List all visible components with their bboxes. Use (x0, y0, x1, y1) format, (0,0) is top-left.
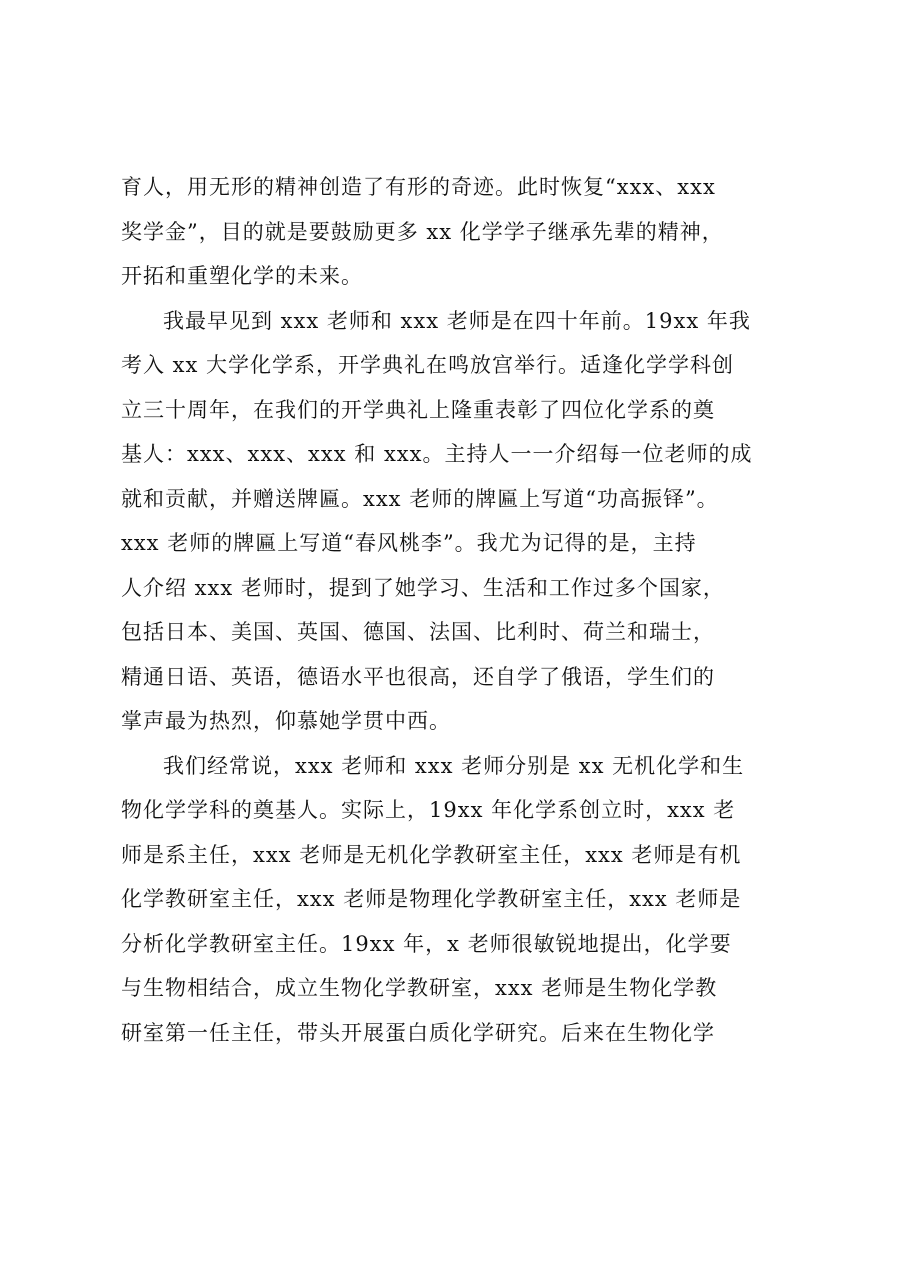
text-line: 师是系主任，xxx 老师是无机化学教研室主任，xxx 老师是有机 (121, 842, 742, 867)
text-line: 包括日本、美国、英国、德国、法国、比利时、荷兰和瑞士， (121, 620, 715, 644)
text-line: 与生物相结合，成立生物化学教研室，xxx 老师是生物化学教 (121, 976, 718, 1000)
text-line: 研室第一任主任，带头开展蛋白质化学研究。后来在生物化学 (121, 1020, 715, 1045)
text-line: 我最早见到 xxx 老师和 xxx 老师是在四十年前。19xx 年我 (163, 308, 751, 333)
text-line: 人介绍 xxx 老师时，提到了她学习、生活和工作过多个国家， (121, 575, 725, 600)
text-line: 立三十周年，在我们的开学典礼上隆重表彰了四位化学系的奠 (121, 397, 715, 422)
text-line: 考入 xx 大学化学系，开学典礼在鸣放宫举行。适逢化学学科创 (121, 353, 735, 377)
text-line: 基人：xxx、xxx、xxx 和 xxx。主持人一一介绍每一位老师的成 (121, 442, 753, 466)
paragraph-1 (121, 165, 801, 299)
text-line: xxx 老师的牌匾上写道“春风桃李”。我尤为记得的是，主持 (121, 531, 697, 555)
body-text (121, 165, 801, 1055)
text-line: 物化学学科的奠基人。实际上，19xx 年化学系创立时，xxx 老 (121, 798, 736, 822)
text-line: 精通日语、英语，德语水平也很高，还自学了俄语，学生们的 (121, 664, 715, 689)
text-line: 我们经常说，xxx 老师和 xxx 老师分别是 xx 无机化学和生 (163, 753, 745, 778)
text-line: 开拓和重塑化学的未来。 (121, 264, 363, 288)
text-line: 就和贡献，并赠送牌匾。xxx 老师的牌匾上写道“功高振铎”。 (121, 486, 719, 511)
paragraph-3 (121, 744, 801, 1056)
text-line: 掌声最为热烈，仰慕她学贯中西。 (121, 709, 451, 733)
text-line: 化学教研室主任，xxx 老师是物理化学教研室主任，xxx 老师是 (121, 887, 742, 911)
text-line: 奖学金”，目的就是要鼓励更多 xx 化学学子继承先辈的精神， (121, 219, 724, 244)
text-line: 分析化学教研室主任。19xx 年，x 老师很敏锐地提出，化学要 (121, 931, 732, 956)
text-line: 育人，用无形的精神创造了有形的奇迹。此时恢复“xxx、xxx (121, 175, 716, 199)
paragraph-2 (121, 299, 801, 744)
